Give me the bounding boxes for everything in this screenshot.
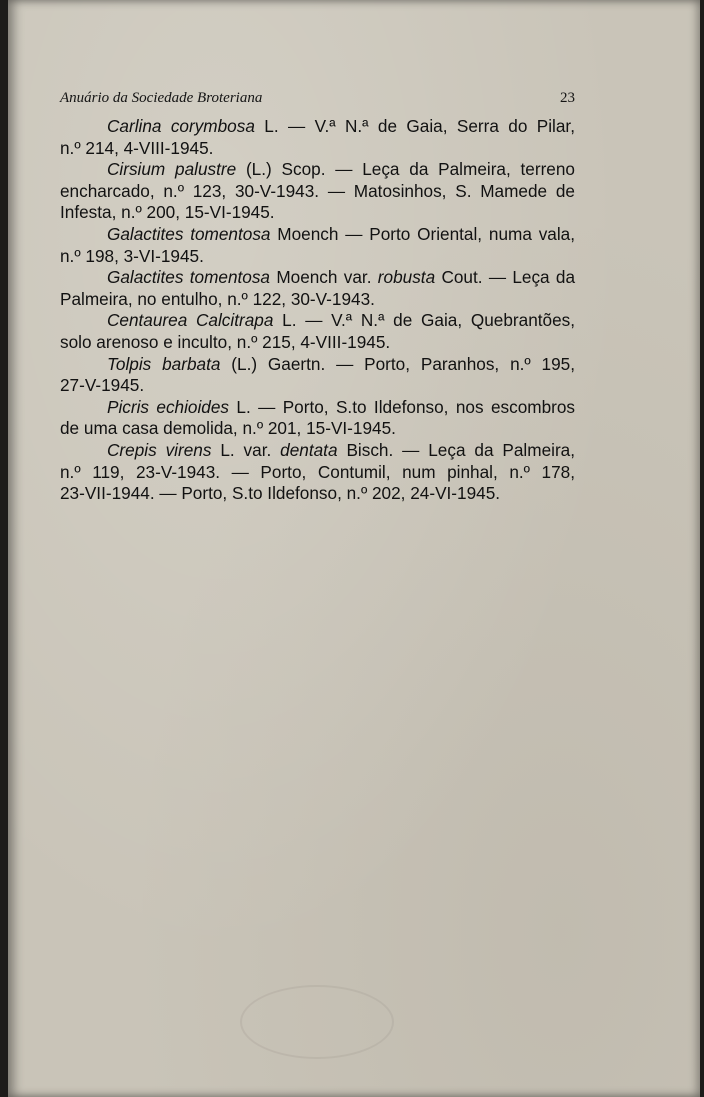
entry-line: 27-V-1945. xyxy=(60,375,145,396)
page xyxy=(8,0,700,1097)
entry-line xyxy=(60,159,575,181)
page-number: 23 xyxy=(560,90,575,106)
entry-text: L. — V.ª N.ª de Gaia, Serra do Pilar, xyxy=(264,116,575,136)
entry-line xyxy=(60,267,575,289)
entry-line: n.º 198, 3-VI-1945. xyxy=(60,245,204,266)
species-name: Crepis virens xyxy=(107,439,212,460)
species-name: Carlina corymbosa xyxy=(107,116,255,136)
entry-line: n.º 119, 23-V-1943. — Porto, Contumil, num pinhal, n.º 178, xyxy=(60,461,575,482)
entry-line: encharcado, n.º 123, 30-V-1943. — Matosinhos, S. Mamede de xyxy=(60,180,575,201)
entry-line xyxy=(60,224,575,246)
species-entry xyxy=(60,267,575,310)
entry-line: solo arenoso e inculto, n.º 215, 4-VIII-1945. xyxy=(60,331,391,352)
entry-text: L. var. xyxy=(220,439,272,460)
species-name: Galactites tomentosa xyxy=(107,267,270,288)
article-body xyxy=(60,116,575,505)
species-entry xyxy=(60,116,575,159)
species-entry xyxy=(60,440,575,505)
species-entry xyxy=(60,159,575,224)
running-header xyxy=(60,90,575,107)
entry-text: Bisch. — Leça da Palmeira, xyxy=(346,439,576,460)
entry-line: 23-VII-1944. — Porto, S.to Ildefonso, n.º 202, 24-VI-1945. xyxy=(60,483,501,504)
entry-line xyxy=(60,440,575,462)
entry-line: de uma casa demolida, n.º 201, 15-VI-1945. xyxy=(60,418,396,439)
species-entry xyxy=(60,224,575,267)
variety-name: robusta xyxy=(377,267,436,288)
species-name: Picris echioides xyxy=(107,396,230,417)
entry-line xyxy=(60,354,575,376)
species-entry xyxy=(60,310,575,353)
species-name: Tolpis barbata xyxy=(107,353,221,374)
faint-stamp-mark xyxy=(240,985,394,1059)
entry-text: L. — Porto, S.to Ildefonso, nos escombros xyxy=(236,396,576,417)
species-entry xyxy=(60,397,575,440)
entry-text: Cout. — Leça da xyxy=(441,267,576,288)
entry-line: Palmeira, no entulho, n.º 122, 30-V-1943. xyxy=(60,288,375,309)
journal-title: Anuário da Sociedade Broteriana xyxy=(60,90,263,106)
entry-text: L. — V.ª N.ª de Gaia, Quebrantões, xyxy=(282,310,576,331)
species-name: Galactites tomentosa xyxy=(107,223,271,244)
entry-line xyxy=(60,397,575,419)
entry-text: (L.) Gaertn. — Porto, Paranhos, n.º 195, xyxy=(231,353,575,374)
entry-line xyxy=(60,310,575,332)
entry-line xyxy=(60,116,575,138)
species-entry xyxy=(60,354,575,397)
species-name: Cirsium palustre xyxy=(107,159,237,180)
entry-line: n.º 214, 4-VIII-1945. xyxy=(60,137,214,158)
entry-text: Moench var. xyxy=(276,267,372,288)
entry-line: Infesta, n.º 200, 15-VI-1945. xyxy=(60,202,275,223)
entry-text: (L.) Scop. — Leça da Palmeira, terreno xyxy=(245,159,575,180)
entry-text: Moench — Porto Oriental, numa vala, xyxy=(277,223,575,244)
variety-name: dentata xyxy=(280,439,338,460)
species-name: Centaurea Calcitrapa xyxy=(107,310,274,331)
